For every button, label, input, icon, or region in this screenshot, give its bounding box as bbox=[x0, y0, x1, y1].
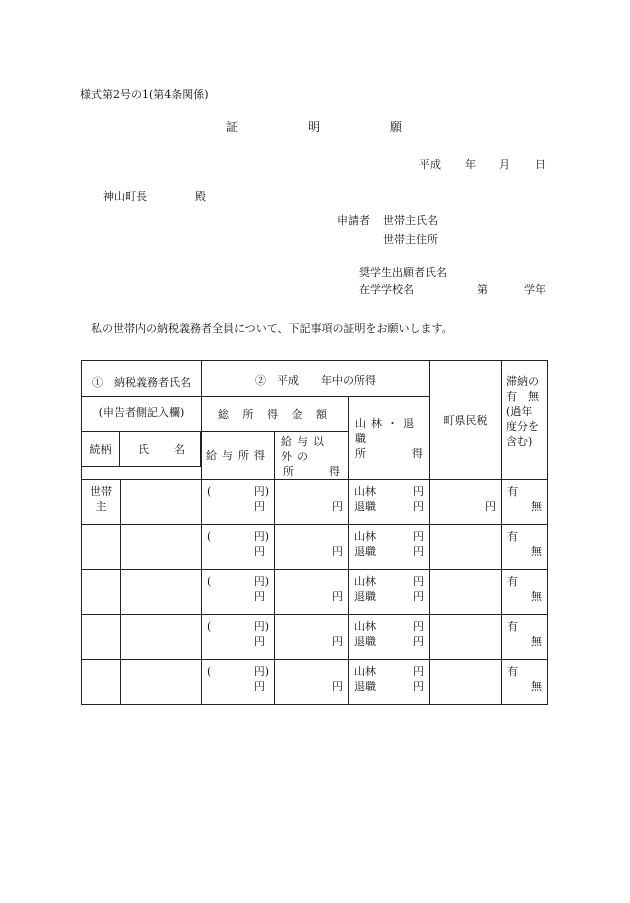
student-name-label: 奨学生出願者氏名 bbox=[359, 266, 447, 279]
salary-line1 bbox=[202, 619, 274, 634]
household-head-name-label: 世帯主氏名 bbox=[383, 214, 438, 227]
paren-open: ( bbox=[207, 485, 212, 498]
date-era: 平成 bbox=[419, 158, 441, 171]
other-income-cell[interactable] bbox=[275, 480, 349, 525]
arrears-no: 無 bbox=[531, 680, 543, 693]
forest-yen: 円 bbox=[413, 620, 425, 633]
household-head-address-label: 世帯主住所 bbox=[383, 233, 438, 246]
arrears-yes: 有 bbox=[507, 485, 519, 498]
retirement-label: 退職 bbox=[354, 590, 376, 603]
arrears-header-line: 有 無 bbox=[506, 390, 540, 403]
forest-label: 山林 bbox=[354, 665, 376, 678]
table-row bbox=[82, 480, 548, 525]
forest-retirement-header-line1: 山林・退職 bbox=[355, 417, 419, 445]
forest-retirement-cell[interactable] bbox=[349, 570, 430, 615]
retirement-label: 退職 bbox=[354, 545, 376, 558]
arrears-yes: 有 bbox=[507, 575, 519, 588]
salary-yen: 円 bbox=[254, 545, 265, 558]
other-income-header-char: 所 bbox=[283, 465, 294, 478]
forest-line bbox=[349, 664, 429, 679]
town-tax-cell[interactable] bbox=[430, 525, 502, 570]
other-income-header bbox=[275, 432, 349, 480]
retirement-yen: 円 bbox=[413, 635, 425, 648]
arrears-header-line: (過年 bbox=[506, 405, 533, 418]
arrears-no: 無 bbox=[531, 590, 543, 603]
retirement-yen: 円 bbox=[413, 500, 425, 513]
town-tax-cell[interactable] bbox=[430, 660, 502, 705]
relation-cell[interactable] bbox=[82, 660, 121, 705]
salary-cell[interactable] bbox=[202, 660, 275, 705]
form-label: 様式第2号の1(第4条関係) bbox=[80, 88, 209, 101]
addressee bbox=[103, 188, 206, 204]
other-income-header-char: 得 bbox=[329, 465, 340, 478]
retirement-line bbox=[349, 634, 429, 649]
other-income-cell[interactable] bbox=[275, 570, 349, 615]
income-header: ② 平成 年中の所得 bbox=[202, 361, 430, 397]
grade-prefix: 第 bbox=[477, 283, 488, 296]
other-income-yen: 円 bbox=[332, 500, 343, 513]
paren-open: ( bbox=[207, 665, 212, 678]
name-header bbox=[119, 431, 201, 467]
paren-open: ( bbox=[207, 575, 212, 588]
addressee-honorific: 殿 bbox=[195, 190, 206, 203]
total-income-header: 総 所 得 金 額 bbox=[202, 397, 349, 432]
arrears-yes: 有 bbox=[507, 530, 519, 543]
salary-yen: 円 bbox=[254, 635, 265, 648]
retirement-yen: 円 bbox=[413, 545, 425, 558]
certificate-table bbox=[81, 360, 548, 705]
relation-cell[interactable] bbox=[82, 570, 121, 615]
salary-cell[interactable] bbox=[202, 480, 275, 525]
forest-line bbox=[349, 619, 429, 634]
arrears-cell[interactable] bbox=[502, 570, 548, 615]
arrears-cell[interactable] bbox=[502, 525, 548, 570]
yen-close: 円) bbox=[253, 620, 269, 633]
relation-cell[interactable] bbox=[82, 615, 121, 660]
retirement-line bbox=[349, 679, 429, 694]
salary-line1 bbox=[202, 529, 274, 544]
forest-label: 山林 bbox=[354, 620, 376, 633]
name-cell[interactable] bbox=[121, 660, 202, 705]
salary-cell[interactable] bbox=[202, 570, 275, 615]
retirement-label: 退職 bbox=[354, 635, 376, 648]
forest-yen: 円 bbox=[413, 665, 425, 678]
name-header-char: 名 bbox=[174, 443, 185, 456]
forest-retirement-header-line2 bbox=[355, 446, 423, 461]
paren-open: ( bbox=[207, 530, 212, 543]
forest-line bbox=[349, 484, 429, 499]
forest-retirement-cell[interactable] bbox=[349, 660, 430, 705]
name-cell[interactable] bbox=[121, 570, 202, 615]
applicant-label: 申請者 bbox=[337, 214, 370, 227]
salary-yen: 円 bbox=[254, 590, 265, 603]
arrears-yes: 有 bbox=[507, 665, 519, 678]
relation-header-text: 続柄 bbox=[89, 443, 112, 456]
relation-cell[interactable] bbox=[82, 480, 121, 525]
forest-yen: 円 bbox=[413, 575, 425, 588]
taxpayer-note-text: (申告者側記入欄) bbox=[98, 406, 185, 419]
town-tax-cell[interactable] bbox=[430, 615, 502, 660]
yen-close: 円) bbox=[253, 485, 269, 498]
forest-retirement-header bbox=[349, 397, 430, 480]
table-row bbox=[82, 660, 548, 705]
forest-yen: 円 bbox=[413, 530, 425, 543]
arrears-no: 無 bbox=[531, 635, 543, 648]
salary-income-header: 給与所得 bbox=[202, 432, 275, 480]
addressee-name: 神山町長 bbox=[103, 190, 147, 203]
relation-cell[interactable] bbox=[82, 525, 121, 570]
retirement-line bbox=[349, 589, 429, 604]
retirement-line bbox=[349, 499, 429, 514]
forest-label: 山林 bbox=[354, 575, 376, 588]
yen-close: 円) bbox=[253, 665, 269, 678]
yen-close: 円) bbox=[253, 575, 269, 588]
other-income-yen: 円 bbox=[332, 635, 343, 648]
retirement-label: 退職 bbox=[354, 500, 376, 513]
name-cell[interactable] bbox=[121, 480, 202, 525]
forest-label: 山林 bbox=[354, 530, 376, 543]
forest-yen: 円 bbox=[413, 485, 425, 498]
name-cell[interactable] bbox=[121, 615, 202, 660]
relation-text: 世帯主 bbox=[90, 485, 112, 513]
date-month: 月 bbox=[499, 158, 510, 171]
school-name-label: 在学学校名 bbox=[359, 283, 414, 296]
title-char-3: 願 bbox=[390, 120, 403, 134]
other-income-header-line2 bbox=[281, 464, 342, 479]
salary-yen: 円 bbox=[254, 500, 265, 513]
town-tax-yen: 円 bbox=[485, 500, 497, 513]
arrears-cell[interactable] bbox=[502, 480, 548, 525]
date-year: 年 bbox=[465, 158, 476, 171]
arrears-no: 無 bbox=[531, 545, 543, 558]
document-title bbox=[226, 118, 403, 135]
arrears-header bbox=[502, 361, 548, 480]
retirement-label: 退職 bbox=[354, 680, 376, 693]
town-tax-cell[interactable] bbox=[430, 570, 502, 615]
arrears-header-line: 滞納の bbox=[506, 375, 540, 388]
salary-cell[interactable] bbox=[202, 525, 275, 570]
other-income-yen: 円 bbox=[332, 545, 343, 558]
salary-line1 bbox=[202, 484, 274, 499]
arrears-header-line: 含む) bbox=[506, 435, 533, 448]
salary-line1 bbox=[202, 664, 274, 679]
salary-yen: 円 bbox=[254, 680, 265, 693]
forest-line bbox=[349, 574, 429, 589]
arrears-no: 無 bbox=[531, 500, 543, 513]
retirement-yen: 円 bbox=[413, 680, 425, 693]
table-row bbox=[82, 570, 548, 615]
table-row bbox=[82, 615, 548, 660]
grade-suffix: 学年 bbox=[524, 283, 546, 296]
arrears-header-line: 度分を bbox=[506, 420, 540, 433]
town-tax-header: 町県民税 bbox=[430, 361, 502, 480]
yen-close: 円) bbox=[253, 530, 269, 543]
date-day: 日 bbox=[535, 158, 546, 171]
arrears-cell[interactable] bbox=[502, 660, 548, 705]
paren-open: ( bbox=[207, 620, 212, 633]
request-text: 私の世帯内の納税義務者全員について、下記事項の証明をお願いします。 bbox=[91, 322, 453, 335]
name-cell[interactable] bbox=[121, 525, 202, 570]
taxpayer-name-header: ① 納税義務者氏名 bbox=[82, 361, 202, 397]
date-line bbox=[419, 156, 549, 172]
other-income-cell[interactable] bbox=[275, 615, 349, 660]
forest-retirement-header-char: 得 bbox=[412, 447, 424, 460]
salary-cell[interactable] bbox=[202, 615, 275, 660]
other-income-cell[interactable] bbox=[275, 525, 349, 570]
forest-line bbox=[349, 529, 429, 544]
title-char-1: 証 bbox=[226, 120, 239, 134]
relation-header bbox=[81, 431, 120, 467]
other-income-cell[interactable] bbox=[275, 660, 349, 705]
salary-line1 bbox=[202, 574, 274, 589]
forest-retirement-cell[interactable] bbox=[349, 525, 430, 570]
forest-retirement-header-char: 所 bbox=[355, 447, 366, 460]
forest-label: 山林 bbox=[354, 485, 376, 498]
arrears-cell[interactable] bbox=[502, 615, 548, 660]
forest-retirement-cell[interactable] bbox=[349, 615, 430, 660]
table-row bbox=[82, 525, 548, 570]
other-income-header-line1: 給与以外の bbox=[281, 435, 329, 463]
retirement-yen: 円 bbox=[413, 590, 425, 603]
forest-retirement-cell[interactable] bbox=[349, 480, 430, 525]
name-header-char: 氏 bbox=[138, 443, 149, 456]
other-income-yen: 円 bbox=[332, 590, 343, 603]
other-income-yen: 円 bbox=[332, 680, 343, 693]
title-char-2: 明 bbox=[308, 120, 321, 134]
arrears-yes: 有 bbox=[507, 620, 519, 633]
town-tax-cell[interactable] bbox=[430, 480, 502, 525]
retirement-line bbox=[349, 544, 429, 559]
